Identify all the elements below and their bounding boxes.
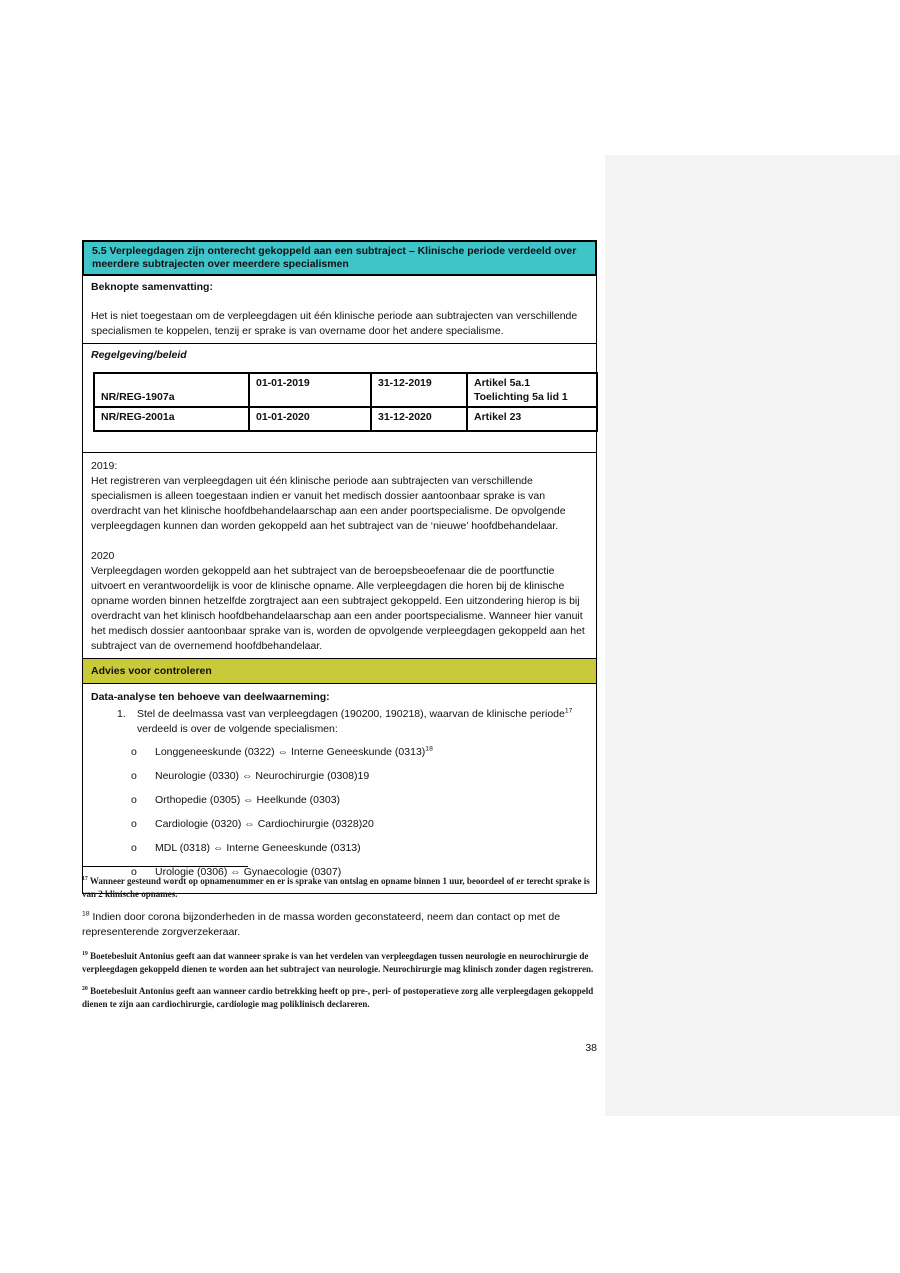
list-item [91,793,588,808]
footnote-19 [82,950,597,975]
document-section-5-5 [82,240,597,894]
regulation-code: NR/REG-1907a [94,373,249,407]
bullet-text: Orthopedie (0305) ⇔ Heelkunde (0303) [155,794,341,806]
footnote-marker: 18 [82,910,90,918]
footnote-text: Boetebesluit Antonius geeft aan wanneer cardio betrekking heeft op pre-, peri- of postoperatieve zorg alle verpleegdagen gekoppeld dienen te zijn aan cardiochirurgie, cardiologie mag poliklinisch declareren. [82,986,594,1009]
analysis-heading: Data-analyse ten behoeve van deelwaarneming: [91,691,330,703]
footnotes-area [82,866,597,1020]
year-2019-label: 2019: [91,460,118,472]
list-item [91,841,588,856]
section-title-bar [82,240,597,276]
summary-label: Beknopte samenvatting: [91,281,213,293]
footnote-18 [82,910,597,940]
analysis-step-1-text: Stel de deelmassa vast van verpleegdagen (190200, 190218), waarvan de klinische periode$^{17}$ verdeeld is over de volgende specialismen: [137,707,573,735]
regulation-start-date: 01-01-2020 [249,407,371,431]
summary-text: Het is niet toegestaan om de verpleegdagen uit één klinische periode aan subtrajecten van verschillende specialismen te koppelen, tenzij er sprake is van overname door het andere specialisme. [91,310,578,337]
table-row [94,373,597,407]
list-item [91,745,588,760]
footnote-marker: 17 [82,876,88,882]
footnote-marker: 19 [82,951,88,957]
footnote-text: Indien door corona bijzonderheden in de massa worden geconstateerd, neem dan contact op met de representerende zorgverzekeraar. [82,911,561,938]
bullet-marker: o [131,866,137,878]
footnote-ref-17: 17 [564,707,573,715]
analysis-step-1 [91,707,588,737]
bullet-marker: o [131,770,137,782]
section-title: 5.5 Verpleegdagen zijn onterecht gekoppeld aan een subtraject – Klinische periode verdeeld over meerdere subtrajecten over meerdere specialismen [92,245,577,270]
year-2019-text: Het registreren van verpleegdagen uit één klinische periode aan subtrajecten van verschillende specialismen is alleen toegestaan indien er vanuit het medisch dossier aantoonbaar sprake is van overdracht van het klinische hoofdbehandelaarschap aan een ander poortspecialisme. De opvolgende verpleegdagen kunnen dan worden gekoppeld aan het subtraject van de ‘nieuwe’ hoofdbehandelaar. [91,475,566,532]
side-panel [605,155,900,1116]
regulation-end-date: 31-12-2019 [371,373,467,407]
summary-section [82,275,597,344]
regulation-label: Regelgeving/beleid [91,349,187,361]
bullet-text: Urologie (0306) ⇔ Gynaecologie (0307) [155,866,342,878]
footnote-separator [82,866,248,867]
regulation-start-date: 01-01-2019 [249,373,371,407]
bullet-marker: o [131,794,137,806]
footnote-20 [82,985,597,1010]
footnote-marker: 20 [82,986,88,992]
advice-bar [82,658,597,684]
footnote-17 [82,875,597,900]
regulation-article [467,373,597,407]
footnote-text: Wanneer gesteund wordt op opnamenummer en er is sprake van ontslag en opname binnen 1 uur, beoordeel of er terecht sprake is van 2 klinische opnames. [82,876,590,899]
page-number: 38 [585,1042,597,1054]
footnote-ref-18: 18 [425,745,433,753]
regulation-article: Artikel 23 [467,407,597,431]
specialism-bullet-list [91,745,588,880]
regulation-article-line2: Toelichting 5a lid 1 [474,391,568,403]
explanation-section [82,452,597,659]
bullet-text: Longgeneeskunde (0322) ⇔ Interne Geneeskunde $(0313)^{18}$ [155,745,433,758]
bullet-text: Neurologie (0330) ⇔ Neurochirurgie (0308)19 [155,770,370,782]
bullet-marker: o [131,842,137,854]
regulation-end-date: 31-12-2020 [371,407,467,431]
bullet-marker: o [131,746,137,758]
list-item [91,817,588,832]
analysis-section [82,683,597,894]
bullet-text: Cardiologie (0320) ⇔ Cardiochirurgie (0328)20 [155,818,374,830]
year-2020-text: Verpleegdagen worden gekoppeld aan het subtraject van de beroepsbeoefenaar die de poortfunctie uitvoert en verantwoordelijk is voor de klinische opname. Alle verpleegdagen die horen bij de klinische opname worden binnen hetzelfde zorgtraject aan een subtraject gekoppeld. Een uitzondering hierop is bij overdracht van het klinisch hoofdbehandelaarschap aan een ander poortspecialisme. Wanneer hier vanuit het medisch dossier aantoonbaar sprake van is, worden de opvolgende verpleegdagen gekoppeld aan het subtraject van de overnemend hoofdbehandelaar. [91,565,585,652]
list-number: 1. [117,708,126,720]
regulation-section [82,343,597,453]
regulation-article-line1: Artikel 5a.1 [474,377,531,389]
table-row [94,407,597,431]
regulation-table [93,372,598,432]
bullet-text: MDL (0318) ⇔ Interne Geneeskunde (0313) [155,842,361,854]
regulation-code: NR/REG-2001a [94,407,249,431]
footnote-text: Boetebesluit Antonius geeft aan dat wanneer sprake is van het verdelen van verpleegdagen tussen neurologie en neurochirurgie de verpleegdagen gekoppeld dienen te worden aan het subtraject van neurologie. Neurochirurgie mag klinisch zonder dagen registreren. [82,951,594,974]
bullet-marker: o [131,818,137,830]
list-item [91,769,588,784]
year-2020-label: 2020 [91,550,115,562]
advice-label: Advies voor controleren [91,665,212,677]
